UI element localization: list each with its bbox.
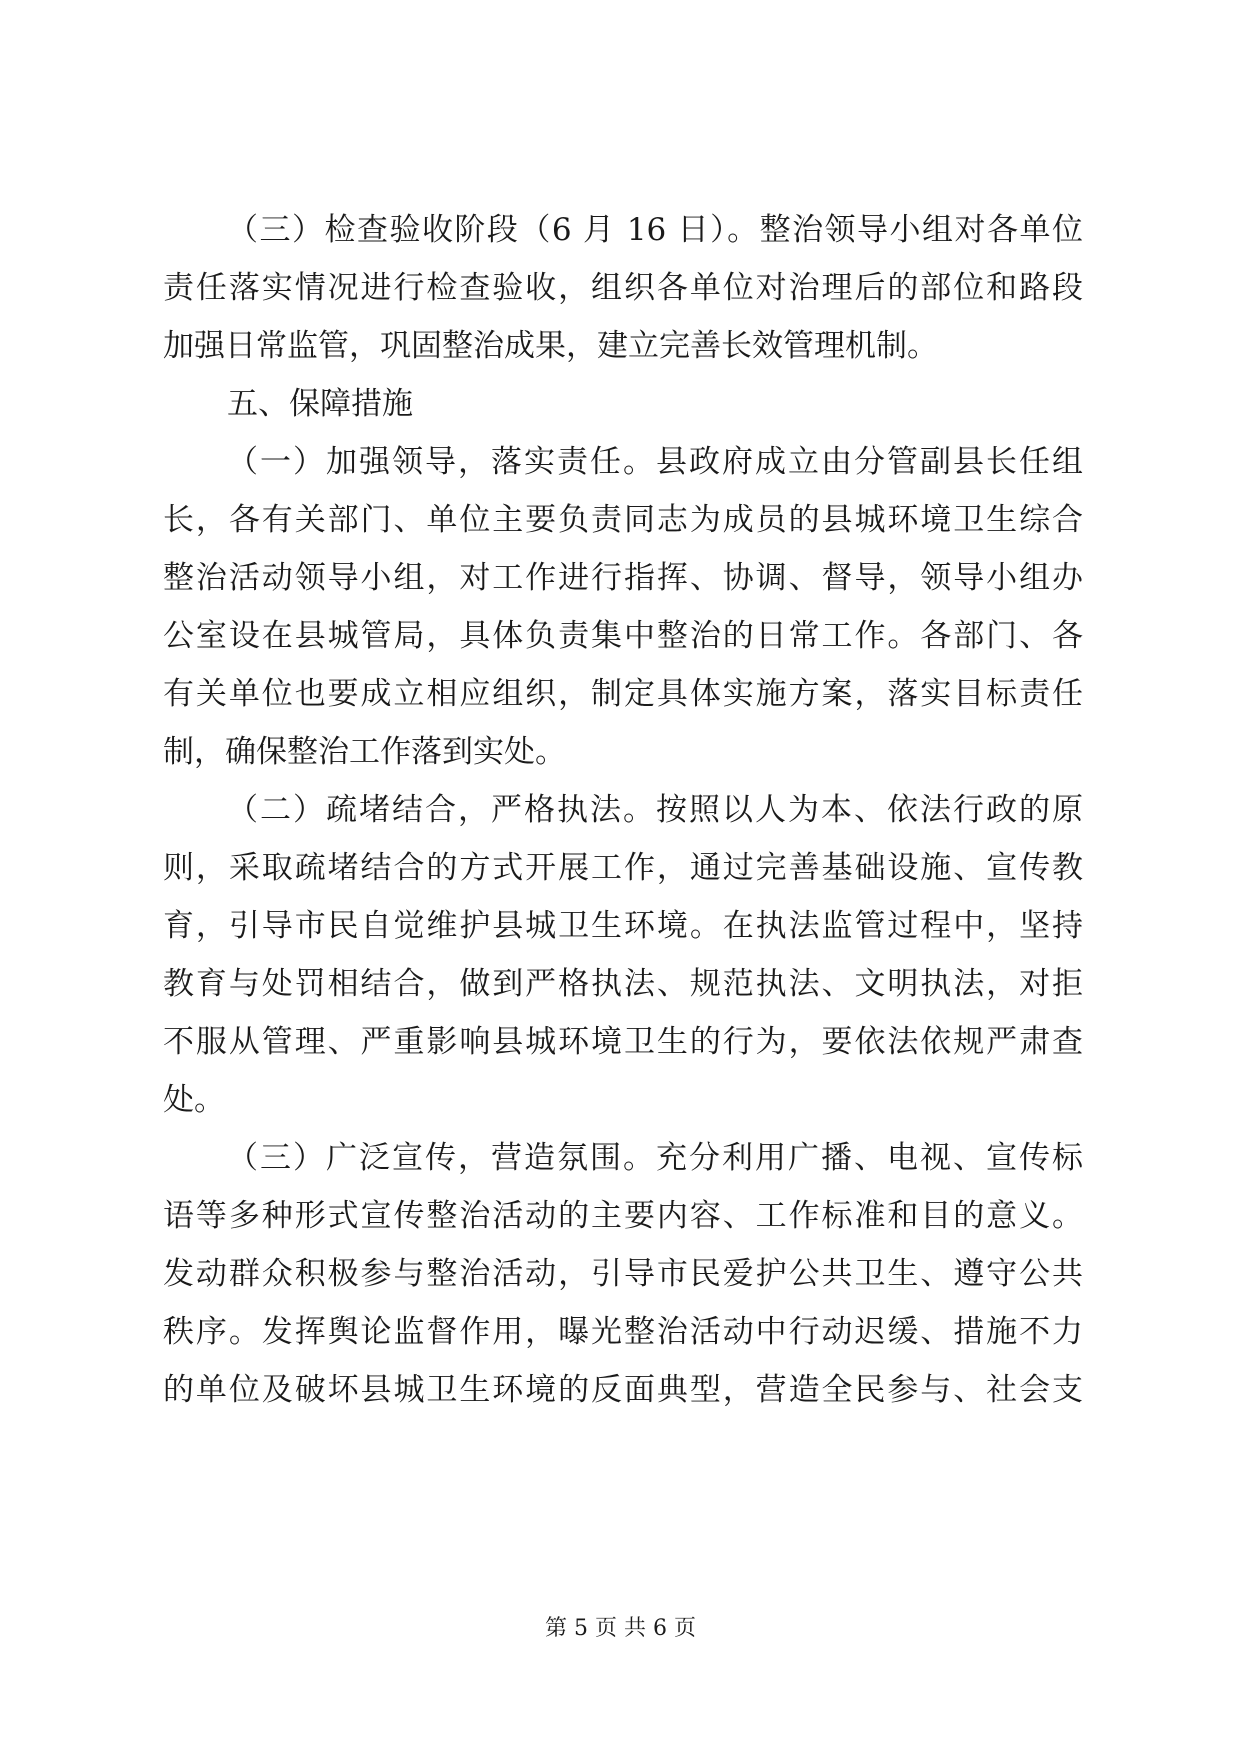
text-line: 秩序。发挥舆论监督作用，曝光整治活动中行动迟缓、措施不力: [163, 1314, 1083, 1350]
text-line: 处。: [163, 1082, 225, 1118]
text-line: 长，各有关部门、单位主要负责同志为成员的县城环境卫生综合: [163, 502, 1083, 538]
page-footer: 第 5 页 共 6 页: [545, 1616, 696, 1641]
text-line: 制，确保整治工作落到实处。: [163, 734, 566, 770]
text-line: 责任落实情况进行检查验收，组织各单位对治理后的部位和路段: [163, 270, 1083, 306]
text-line: （三）广泛宣传，营造氛围。充分利用广播、电视、宣传标: [227, 1140, 1083, 1176]
text-line: 不服从管理、严重影响县城环境卫生的行为，要依法依规严肃查: [163, 1024, 1083, 1060]
text-line: 语等多种形式宣传整治活动的主要内容、工作标准和目的意义。: [163, 1198, 1083, 1234]
text-line: 教育与处罚相结合，做到严格执法、规范执法、文明执法，对拒: [163, 966, 1083, 1002]
text-line: 则，采取疏堵结合的方式开展工作，通过完善基础设施、宣传教: [163, 850, 1083, 886]
text-line: 加强日常监管，巩固整治成果，建立完善长效管理机制。: [163, 328, 938, 364]
text-line: （三）检查验收阶段（6 月 16 日）。整治领导小组对各单位: [227, 212, 1083, 248]
text-line: （一）加强领导，落实责任。县政府成立由分管副县长任组: [227, 444, 1083, 480]
text-line: 育，引导市民自觉维护县城卫生环境。在执法监管过程中，坚持: [163, 908, 1083, 944]
text-line: 整治活动领导小组，对工作进行指挥、协调、督导，领导小组办: [163, 560, 1083, 596]
text-line: 公室设在县城管局，具体负责集中整治的日常工作。各部门、各: [163, 618, 1083, 654]
text-line: 有关单位也要成立相应组织，制定具体实施方案，落实目标责任: [163, 676, 1083, 712]
text-line: 的单位及破坏县城卫生环境的反面典型，营造全民参与、社会支: [163, 1372, 1083, 1408]
section-heading: 五、保障措施: [227, 386, 413, 422]
text-line: （二）疏堵结合，严格执法。按照以人为本、依法行政的原: [227, 792, 1083, 828]
text-line: 发动群众积极参与整治活动，引导市民爱护公共卫生、遵守公共: [163, 1256, 1083, 1292]
